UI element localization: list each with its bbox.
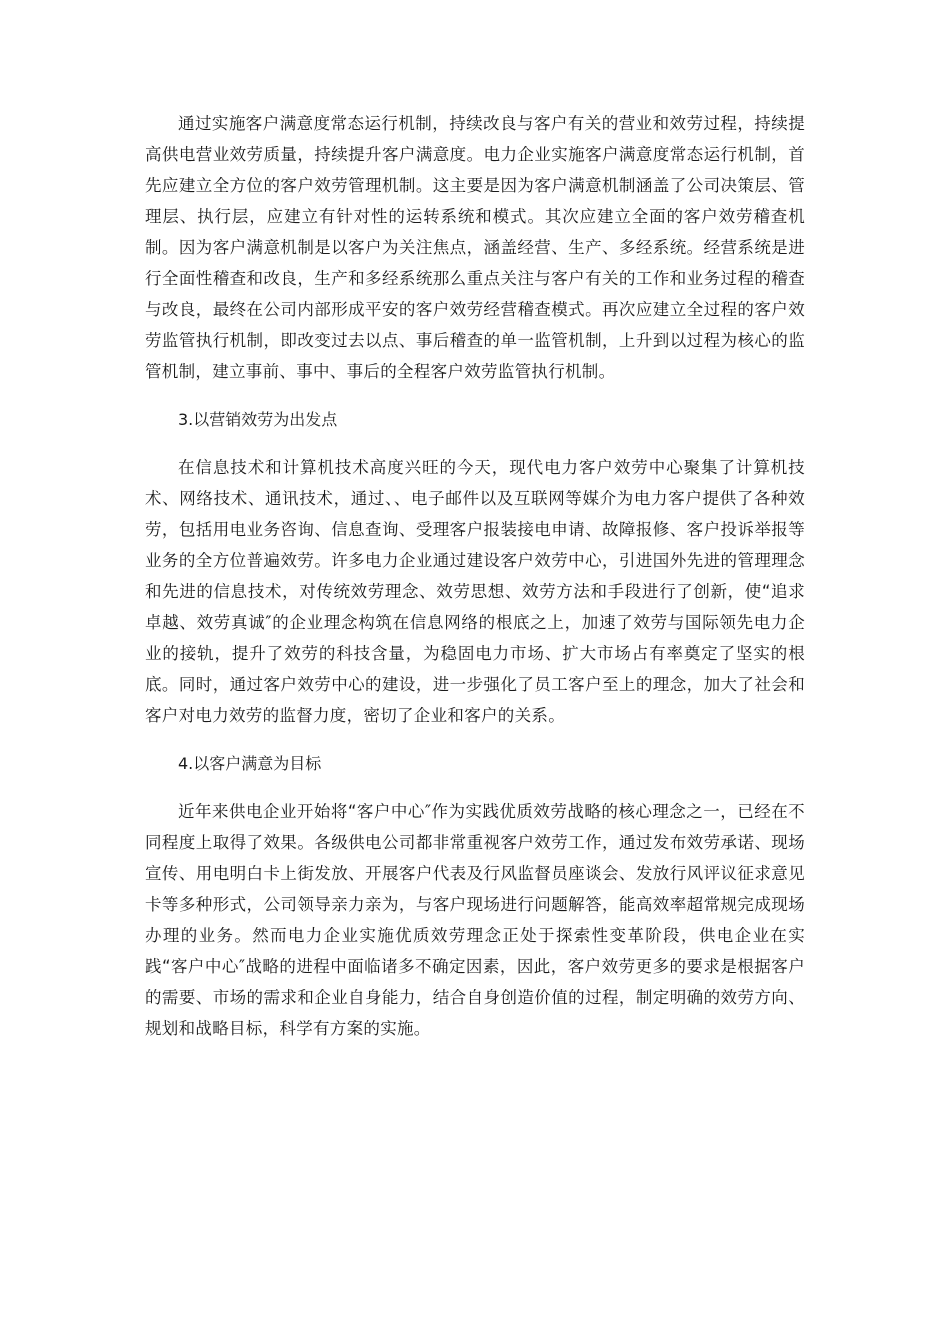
spacer xyxy=(145,387,805,404)
paragraph-customer-center: 近年来供电企业开始将“客户中心″作为实践优质效劳战略的核心理念之一，已经在不同程度上取得了效果。各级供电公司都非常重视客户效劳工作，通过发布效劳承诺、现场宣传、用电明白卡上街发放、开展客户代表及行风监督员座谈会、发放行风评议征求意见卡等多种形式，公司领导亲力亲为，与客户现场进行问题解答，能高效率超常规完成现场办理的业务。然而电力企业实施优质效劳理念正处于探索性变革阶段，供电企业在实践“客户中心″战略的进程中面临诸多不确定因素，因此，客户效劳更多的要求是根据客户的需要、市场的需求和企业自身能力，结合自身创造价值的过程，制定明确的效劳方向、规划和战略目标，科学有方案的实施。 xyxy=(145,802,805,1038)
section-heading-3: 3.以营销效劳为出发点 xyxy=(178,410,338,429)
section-heading-4: 4.以客户满意为目标 xyxy=(178,754,322,773)
document-page xyxy=(145,108,805,1044)
paragraph-customer-satisfaction-mechanism: 通过实施客户满意度常态运行机制，持续改良与客户有关的营业和效劳过程，持续提高供电营业效劳质量，持续提升客户满意度。电力企业实施客户满意度常态运行机制，首先应建立全方位的客户效劳管理机制。这主要是因为客户满意机制涵盖了公司决策层、管理层、执行层，应建立有针对性的运转系统和模式。其次应建立全面的客户效劳稽查机制。因为客户满意机制是以客户为关注焦点，涵盖经营、生产、多经系统。经营系统是进行全面性稽查和改良，生产和多经系统那么重点关注与客户有关的工作和业务过程的稽查与改良，最终在公司内部形成平安的客户效劳经营稽查模式。再次应建立全过程的客户效劳监管执行机制，即改变过去以点、事后稽查的单一监管机制，上升到以过程为核心的监管机制，建立事前、事中、事后的全程客户效劳监管执行机制。 xyxy=(145,114,805,381)
spacer xyxy=(145,779,805,796)
paragraph-marketing-service: 在信息技术和计算机技术高度兴旺的今天，现代电力客户效劳中心聚集了计算机技术、网络技术、通讯技术，通过、、电子邮件以及互联网等媒介为电力客户提供了各种效劳，包括用电业务咨询、信息查询、受理客户报装接电申请、故障报修、客户投诉举报等业务的全方位普遍效劳。许多电力企业通过建设客户效劳中心，引进国外先进的管理理念和先进的信息技术，对传统效劳理念、效劳思想、效劳方法和手段进行了创新，使“追求卓越、效劳真诚″的企业理念构筑在信息网络的根底之上，加速了效劳与国际领先电力企业的接轨，提升了效劳的科技含量，为稳固电力市场、扩大市场占有率奠定了坚实的根底。同时，通过客户效劳中心的建设，进一步强化了员工客户至上的理念，加大了社会和客户对电力效劳的监督力度，密切了企业和客户的关系。 xyxy=(145,458,805,725)
spacer xyxy=(145,435,805,452)
spacer xyxy=(145,731,805,748)
